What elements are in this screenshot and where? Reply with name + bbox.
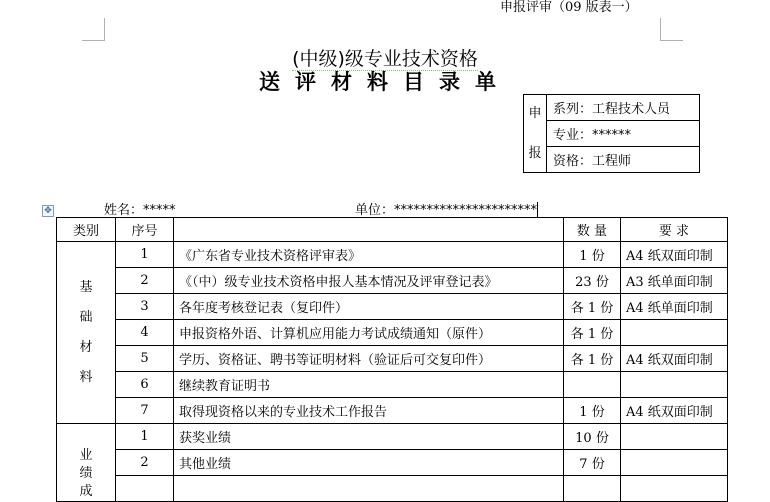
row-number: 2	[116, 268, 174, 294]
table-row	[57, 268, 728, 294]
header-quantity: 数 量	[564, 218, 621, 242]
material-item[interactable]: 获奖业绩	[174, 424, 564, 450]
declaration-major[interactable]: 专业：******	[547, 121, 700, 147]
table-row	[57, 320, 728, 346]
title-line-1-text: (中级)级专业技术资格	[292, 48, 478, 70]
requirement-cell[interactable]	[621, 424, 728, 450]
quantity-cell[interactable]: 各 1 份	[564, 294, 621, 320]
header-category: 类别	[57, 218, 116, 242]
requirement-cell[interactable]: A4 纸双面印制	[621, 242, 728, 268]
requirement-cell[interactable]: A4 纸双面印制	[621, 346, 728, 372]
table-header-row	[57, 218, 728, 242]
requirement-cell[interactable]	[621, 320, 728, 346]
material-item[interactable]: 《（中）级专业技术资格申报人基本情况及评审登记表》	[174, 268, 564, 294]
row-number: 3	[116, 294, 174, 320]
requirement-cell[interactable]: A3 纸单面印制	[621, 268, 728, 294]
category-char: 基	[79, 279, 93, 295]
table-row	[57, 242, 728, 268]
category-char: 础	[79, 309, 93, 325]
applicant-unit: 单位：**********************	[355, 203, 538, 218]
category-char: 成	[79, 484, 93, 499]
material-item[interactable]: 其他业绩	[174, 450, 564, 476]
row-number: 2	[116, 450, 174, 476]
declaration-series[interactable]: 系列：工程技术人员	[547, 95, 700, 121]
row-number: 1	[116, 242, 174, 268]
declaration-box	[523, 94, 700, 173]
table-row	[57, 424, 728, 450]
quantity-cell[interactable]: 7 份	[564, 450, 621, 476]
category-char: 业	[79, 448, 93, 463]
material-item[interactable]: 各年度考核登记表（复印件）	[174, 294, 564, 320]
table-move-handle-icon[interactable]: ✥	[42, 205, 54, 217]
table-row	[57, 346, 728, 372]
quantity-cell[interactable]: 各 1 份	[564, 320, 621, 346]
materials-table	[56, 217, 728, 502]
text-cursor	[537, 202, 538, 217]
declaration-qualification[interactable]: 资格：工程师	[547, 147, 700, 173]
margin-mark-top-left	[82, 18, 105, 41]
quantity-cell[interactable]: 1 份	[564, 398, 621, 424]
requirement-cell[interactable]	[621, 450, 728, 476]
material-item[interactable]: 学历、资格证、聘书等证明材料（验证后可交复印件）	[174, 346, 564, 372]
applicant-name[interactable]: 姓名：*****	[104, 203, 176, 218]
category-achievements	[57, 424, 116, 502]
row-number: 6	[116, 372, 174, 398]
row-number: 5	[116, 346, 174, 372]
material-item[interactable]: 继续教育证明书	[174, 372, 564, 398]
applicant-unit-line[interactable]	[355, 199, 538, 218]
declaration-label-char: 报	[528, 145, 542, 161]
title-line-2: 送评材料目录单	[259, 69, 511, 94]
quantity-cell[interactable]: 23 份	[564, 268, 621, 294]
category-char: 材	[79, 339, 93, 355]
quantity-cell[interactable]: 10 份	[564, 424, 621, 450]
table-row	[57, 294, 728, 320]
material-item[interactable]: 申报资格外语、计算机应用能力考试成绩通知（原件）	[174, 320, 564, 346]
quantity-cell[interactable]: 各 1 份	[564, 346, 621, 372]
material-item[interactable]: 取得现资格以来的专业技术工作报告	[174, 398, 564, 424]
row-number: 1	[116, 424, 174, 450]
material-item[interactable]	[174, 476, 564, 502]
quantity-cell[interactable]	[564, 476, 621, 502]
table-row	[57, 398, 728, 424]
declaration-label-char: 申	[528, 105, 542, 121]
margin-mark-top-right	[660, 18, 683, 41]
requirement-cell[interactable]	[621, 372, 728, 398]
header-serial: 序号	[116, 218, 174, 242]
header-requirement: 要 求	[621, 218, 728, 242]
row-number	[116, 476, 174, 502]
requirement-cell[interactable]: A4 纸双面印制	[621, 398, 728, 424]
row-number: 7	[116, 398, 174, 424]
table-row	[57, 476, 728, 502]
requirement-cell[interactable]	[621, 476, 728, 502]
category-char: 料	[79, 369, 93, 385]
row-number: 4	[116, 320, 174, 346]
table-row	[57, 372, 728, 398]
quantity-cell[interactable]	[564, 372, 621, 398]
header-material	[174, 218, 564, 242]
category-char: 绩	[79, 466, 93, 481]
category-basic-materials	[57, 242, 116, 424]
declaration-label	[524, 95, 547, 173]
quantity-cell[interactable]: 1 份	[564, 242, 621, 268]
table-row	[57, 450, 728, 476]
requirement-cell[interactable]: A4 纸单面印制	[621, 294, 728, 320]
form-code: 申报评审（09 版表一）	[500, 0, 638, 15]
material-item[interactable]: 《广东省专业技术资格评审表》	[174, 242, 564, 268]
